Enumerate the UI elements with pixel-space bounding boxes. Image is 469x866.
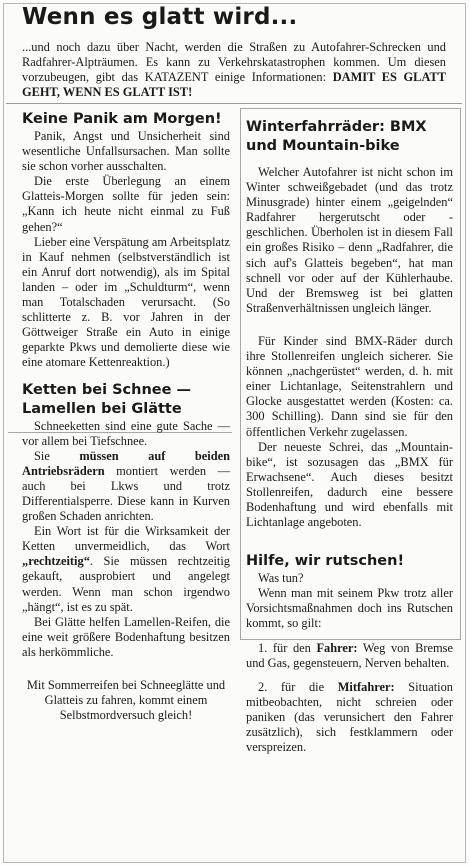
section-heading-panik: Keine Panik am Morgen! [22, 111, 222, 127]
section-heading-ketten: Ketten bei Schnee — Lamellen bei Glätte [22, 381, 192, 417]
section-heading-winterfahrraeder: Winterfahrräder: BMX und Mountain-bike [246, 119, 427, 154]
section-heading-hilfe: Hilfe, wir rutschen! [246, 553, 405, 570]
paragraph: Mit Sommerreifen bei Schneeglätte und Glatteis zu fahren, kommt einem Selbstmordversuch gleich! [26, 678, 226, 723]
paragraph: Die erste Überlegung an einem Glatteis-Morgen sollte für jeden sein: „Kann ich heute nicht einmal zu Fuß gehen?“ [22, 174, 230, 234]
paragraph: Was tun? [258, 571, 304, 586]
left-column [22, 110, 230, 723]
paragraph: Bei Glätte helfen Lamellen-Reifen, die eine weit größere Bodenhaftung besitzen als herkömmliche. [22, 614, 230, 659]
paragraph: Wenn man mit seinem Pkw trotz aller Vorsichtsmaßnahmen doch ins Rutschen kommt, so gilt: [246, 586, 453, 631]
intro-slogan: DAMIT ES GLATT GEHT, WENN ES GLATT IST! [22, 70, 446, 99]
intro-text: ...und noch dazu über Nacht, werden die Straßen zu Autofahrer-Schrecken und Radfahrer-Alpträumen. Es kann zu Verkehrskatastrophen kommen. Um diesen vorzubeugen, gibt das KATAZENT einige Informationen: [22, 40, 446, 84]
list-item: 1. für den Fahrer: Weg von Bremse und Gas, gegensteuern, Nerven behalten. [246, 640, 453, 670]
paragraph: Welcher Autofahrer ist nicht schon im Winter schweißgebadet (und das trotz Minusgrade) hinter einem „geigelnden“ Radfahrer hergerutscht oder -geschlichen. Überholen ist in diesem Fall ein großes Risiko – denn „Radfahrer, die sich auf's Glatteis begeben“, hat man schnell vor oder auf der Kühlerhaube. Und der Bremsweg ist bei glatten Straßenverhältnissen ungleich länger. [246, 165, 453, 315]
paragraph: Ein Wort ist für die Wirksamkeit der Ketten unvermeidlich, das Wort „rechtzeitig“. Sie müssen rechtzeitig gekauft, ausprobiert und angelegt werden. Wenn man schon irgendwo „hängt“, ist es zu spät. [22, 524, 230, 614]
list-item: 2. für die Mitfahrer: Situation mitbeobachten, nicht schreien oder paniken (das verunsichert den Fahrer zusätzlich), sich festklammern oder verspreizen. [246, 679, 453, 755]
paragraph: Panik, Angst und Unsicherheit sind wesentliche Unfallsursachen. Man sollte sie schon vorher ausschalten. [22, 129, 230, 174]
intro-paragraph [22, 40, 446, 100]
right-column [246, 118, 453, 755]
paragraph: Sie müssen auf beiden Antriebsrädern montiert werden — auch bei Lkws und trotz Differentialsperre. Diese kann in Kurven großen Schaden anrichten. [22, 448, 230, 524]
paragraph: Schneeketten sind eine gute Sache — vor allem bei Tiefschnee. [22, 418, 230, 448]
page-title: Wenn es glatt wird... [22, 4, 298, 30]
paragraph: Lieber eine Verspätung am Arbeitsplatz in Kauf nehmen (selbstverständlich ist ein Anruf dort notwendig), als im Spital landen – oder im „Schuldturm“, wenn man Totalschaden verursacht. (So schlitterte z. B. vor Jahren in der Göttweiger Straße ein Auto in einige geparkte Pkws und demolierte diese wie eine atomare Kettenreaktion.) [22, 234, 230, 370]
paragraph: Für Kinder sind BMX-Räder durch ihre Stollenreifen ungleich sicherer. Sie können „nachgerüstet“ werden, d. h. mit einer Lichtanlage, Seitenstrahlern und Glocke ausgestattet werden (Kosten: ca. 300 Schilling). Dann sind sie für den öffentlichen Verkehr zugelassen. [246, 333, 453, 439]
divider [6, 103, 462, 104]
paragraph: Der neueste Schrei, das „Mountain-bike“, ist sozusagen das „BMX für Erwachsene“. Auch dieses besitzt Stollenreifen, dadurch eine bessere Bodenhaftung und wird ebenfalls mit Lichtanlage angeboten. [246, 439, 453, 530]
